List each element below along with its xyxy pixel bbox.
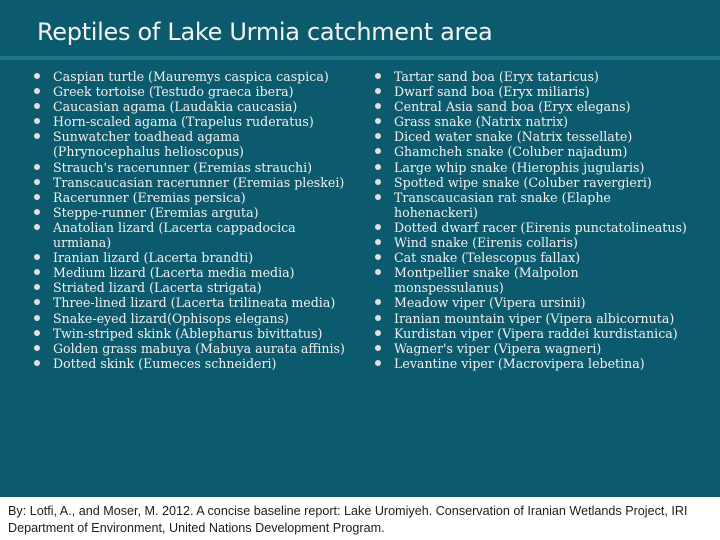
bullet-icon [34,88,40,94]
list-item-text: Spotted wipe snake (Coluber ravergieri) [394,174,652,190]
list-item-text: Montpellier snake (Malpolon monspessulanus) [394,265,579,296]
bullet-icon [375,254,381,260]
list-item [34,205,354,220]
list-item [375,356,705,371]
list-item [375,129,705,144]
bullet-icon [34,73,40,79]
list-item [34,175,354,190]
bullet-icon [375,299,381,305]
bullet-icon [34,284,40,290]
bullet-icon [34,345,40,351]
list-item-text: Dotted skink (Eumeces schneideri) [53,355,277,371]
list-item-text: Kurdistan viper (Vipera raddei kurdistanica) [394,325,678,341]
bullet-icon [375,164,381,170]
bullet-icon [375,73,381,79]
bullet-icon [34,360,40,366]
list-item [375,326,705,341]
list-item-text: Central Asia sand boa (Eryx elegans) [394,99,631,115]
list-item [34,114,354,129]
list-item [34,250,354,265]
bullet-icon [34,179,40,185]
list-item [34,190,354,205]
list-item-text: Striated lizard (Lacerta strigata) [53,280,262,296]
list-item-text: Horn-scaled agama (Trapelus ruderatus) [53,114,314,130]
bullet-icon [375,224,381,230]
bullet-icon [375,345,381,351]
list-item [34,129,354,159]
list-item-text: Twin-striped skink (Ablepharus bivittatus) [53,325,323,341]
list-item [375,144,705,159]
list-item [34,160,354,175]
source-citation: By: Lotfi, A., and Moser, M. 2012. A concise baseline report: Lake Uromiyeh. Conservation of Iranian Wetlands Project, IRI Department of Environment, United Nations Development Program. [8,504,688,535]
bullet-icon [375,103,381,109]
list-item [375,84,705,99]
list-item [34,311,354,326]
list-item [34,220,354,250]
list-item-text: Diced water snake (Natrix tessellate) [394,129,633,145]
list-item [34,69,354,84]
list-item-text: Three-lined lizard (Lacerta trilineata media) [53,295,336,311]
list-item-text: Caspian turtle (Mauremys caspica caspica) [53,69,329,84]
list-item [375,341,705,356]
list-item [34,280,354,295]
bullet-icon [34,118,40,124]
list-item-text: Wagner's viper (Vipera wagneri) [394,340,602,356]
list-item [375,114,705,129]
list-item-text: Meadow viper (Vipera ursinii) [394,295,586,311]
bullet-icon [375,118,381,124]
list-item [375,160,705,175]
list-item [375,220,705,235]
list-item-text: Golden grass mabuya (Mabuya aurata affinis) [53,340,345,356]
list-item [375,265,705,295]
bullet-icon [34,209,40,215]
list-item-text: Snake-eyed lizard(Ophisops elegans) [53,310,289,326]
bullet-icon [34,194,40,200]
source-citation-box [0,497,720,540]
bullet-icon [375,194,381,200]
list-item-text: Tartar sand boa (Eryx tataricus) [394,69,599,84]
list-item [34,356,354,371]
bullet-icon [375,179,381,185]
bullet-icon [34,224,40,230]
list-item-text: Racerunner (Eremias persica) [53,189,246,205]
bullet-icon [375,269,381,275]
list-item [34,84,354,99]
page-title: Reptiles of Lake Urmia catchment area [37,18,493,46]
list-item-text: Levantine viper (Macrovipera lebetina) [394,355,645,371]
list-item-text: Anatolian lizard (Lacerta cappadocica urmiana) [53,219,296,251]
bullet-icon [34,330,40,336]
bullet-icon [375,360,381,366]
list-item [375,295,705,310]
list-item [375,69,705,84]
list-item-text: Dwarf sand boa (Eryx miliaris) [394,84,590,100]
bullet-icon [375,239,381,245]
bullet-icon [34,315,40,321]
list-item-text: Iranian mountain viper (Vipera albicornuta) [394,310,675,326]
bullet-icon [34,254,40,260]
list-item-text: Dotted dwarf racer (Eirenis punctatolineatus) [394,219,687,235]
bullet-icon [34,164,40,170]
list-item-text: Grass snake (Natrix natrix) [394,114,569,130]
lizards-and-turtles-list [34,69,354,371]
list-item-text: Caucasian agama (Laudakia caucasia) [53,99,298,115]
list-item [375,175,705,190]
list-item-text: Sunwatcher toadhead agama (Phrynocephalus helioscopus) [53,129,244,160]
list-item [34,99,354,114]
list-item [34,341,354,356]
snakes-list [375,69,705,371]
list-item [375,235,705,250]
bullet-icon [375,315,381,321]
list-item-text: Transcaucasian racerunner (Eremias pleskei) [53,174,345,190]
list-item-text: Greek tortoise (Testudo graeca ibera) [53,84,294,100]
list-item [375,190,705,220]
list-item-text: Wind snake (Eirenis collaris) [394,235,578,251]
bullet-icon [375,133,381,139]
list-item [34,295,354,310]
bullet-icon [375,148,381,154]
bullet-icon [375,88,381,94]
list-item [34,326,354,341]
bullet-icon [34,103,40,109]
bullet-icon [34,269,40,275]
list-item-text: Cat snake (Telescopus fallax) [394,250,581,266]
list-item [34,265,354,280]
list-item-text: Iranian lizard (Lacerta brandti) [53,250,254,266]
list-item-text: Large whip snake (Hierophis jugularis) [394,159,645,175]
list-item-text: Ghamcheh snake (Coluber najadum) [394,144,628,160]
list-item [375,311,705,326]
list-item [375,250,705,265]
list-item-text: Medium lizard (Lacerta media media) [53,265,295,281]
list-item-text: Steppe-runner (Eremias arguta) [53,204,259,220]
bullet-icon [34,133,40,139]
list-item [375,99,705,114]
title-divider [0,56,720,60]
list-item-text: Strauch's racerunner (Eremias strauchi) [53,159,313,175]
bullet-icon [375,330,381,336]
list-item-text: Transcaucasian rat snake (Elaphe hohenackeri) [394,189,611,220]
bullet-icon [34,299,40,305]
